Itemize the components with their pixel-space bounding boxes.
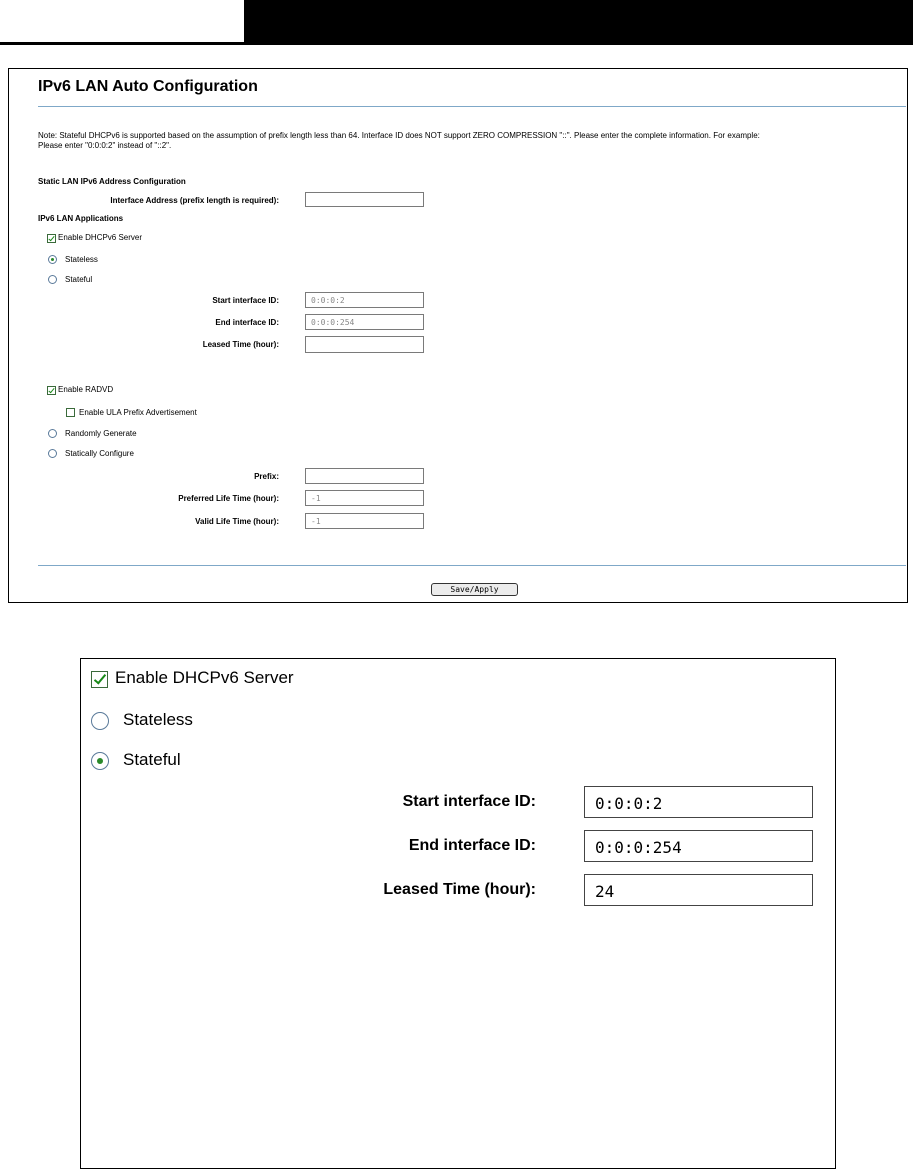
- enable-radvd-checkbox[interactable]: [47, 386, 56, 395]
- header-bar: [244, 0, 913, 42]
- enable-dhcpv6-checkbox[interactable]: [47, 234, 56, 243]
- enable-dhcpv6-label: Enable DHCPv6 Server: [58, 233, 143, 242]
- preferred-life-input[interactable]: -1: [305, 490, 424, 506]
- stateful-detail-panel: [80, 658, 836, 1169]
- static-section-heading: Static LAN IPv6 Address Configuration: [38, 177, 186, 186]
- preferred-life-label: Preferred Life Time (hour):: [178, 494, 279, 503]
- end-id-input[interactable]: 0:0:0:254: [305, 314, 424, 330]
- bottom-divider: [38, 565, 906, 566]
- statically-configure-radio[interactable]: [48, 449, 57, 458]
- start-id-input[interactable]: 0:0:0:2: [305, 292, 424, 308]
- interface-address-input[interactable]: [305, 192, 424, 207]
- enable-ula-checkbox[interactable]: [66, 408, 75, 417]
- detail-end-id-input[interactable]: 0:0:0:254: [584, 830, 813, 862]
- detail-start-id-input[interactable]: 0:0:0:2: [584, 786, 813, 818]
- detail-start-id-label: Start interface ID:: [402, 793, 536, 810]
- stateless-radio[interactable]: [48, 255, 57, 264]
- interface-address-label: Interface Address (prefix length is required):: [110, 196, 279, 205]
- stateful-label: Stateful: [65, 275, 93, 284]
- lease-time-label: Leased Time (hour):: [202, 340, 279, 349]
- randomly-generate-label: Randomly Generate: [65, 429, 137, 438]
- detail-stateless-label: Stateless: [123, 710, 193, 729]
- lease-time-input[interactable]: [305, 336, 424, 353]
- detail-enable-dhcpv6-label: Enable DHCPv6 Server: [115, 668, 294, 687]
- statically-configure-label: Statically Configure: [65, 449, 134, 458]
- page-title: IPv6 LAN Auto Configuration: [38, 78, 258, 95]
- enable-ula-label: Enable ULA Prefix Advertisement: [79, 408, 197, 417]
- detail-enable-dhcpv6-checkbox[interactable]: [91, 671, 108, 688]
- stateless-label: Stateless: [65, 255, 98, 264]
- detail-lease-time-input[interactable]: 24: [584, 874, 813, 906]
- start-id-label: Start interface ID:: [212, 296, 279, 305]
- randomly-generate-radio[interactable]: [48, 429, 57, 438]
- detail-stateful-radio[interactable]: [91, 752, 109, 770]
- enable-radvd-label: Enable RADVD: [58, 385, 114, 394]
- note-line-2: Please enter "0:0:0:2" instead of "::2".: [38, 141, 172, 150]
- detail-stateful-label: Stateful: [123, 750, 181, 769]
- save-apply-button[interactable]: Save/Apply: [431, 583, 518, 596]
- note-line-1: Note: Stateful DHCPv6 is supported based on the assumption of prefix length less than 64. Interface ID does NOT support ZERO COMPRESSION "::". Please enter the complete information. For example:: [38, 131, 760, 140]
- detail-lease-time-label: Leased Time (hour):: [383, 881, 536, 898]
- prefix-label: Prefix:: [254, 472, 279, 481]
- title-divider: [38, 106, 906, 107]
- valid-life-input[interactable]: -1: [305, 513, 424, 529]
- prefix-input[interactable]: [305, 468, 424, 484]
- end-id-label: End interface ID:: [215, 318, 279, 327]
- detail-end-id-label: End interface ID:: [408, 837, 536, 854]
- valid-life-label: Valid Life Time (hour):: [195, 517, 279, 526]
- detail-stateless-radio[interactable]: [91, 712, 109, 730]
- note-text: [38, 131, 904, 151]
- stateful-radio[interactable]: [48, 275, 57, 284]
- apps-section-heading: IPv6 LAN Applications: [38, 214, 124, 223]
- header-rule: [0, 42, 913, 45]
